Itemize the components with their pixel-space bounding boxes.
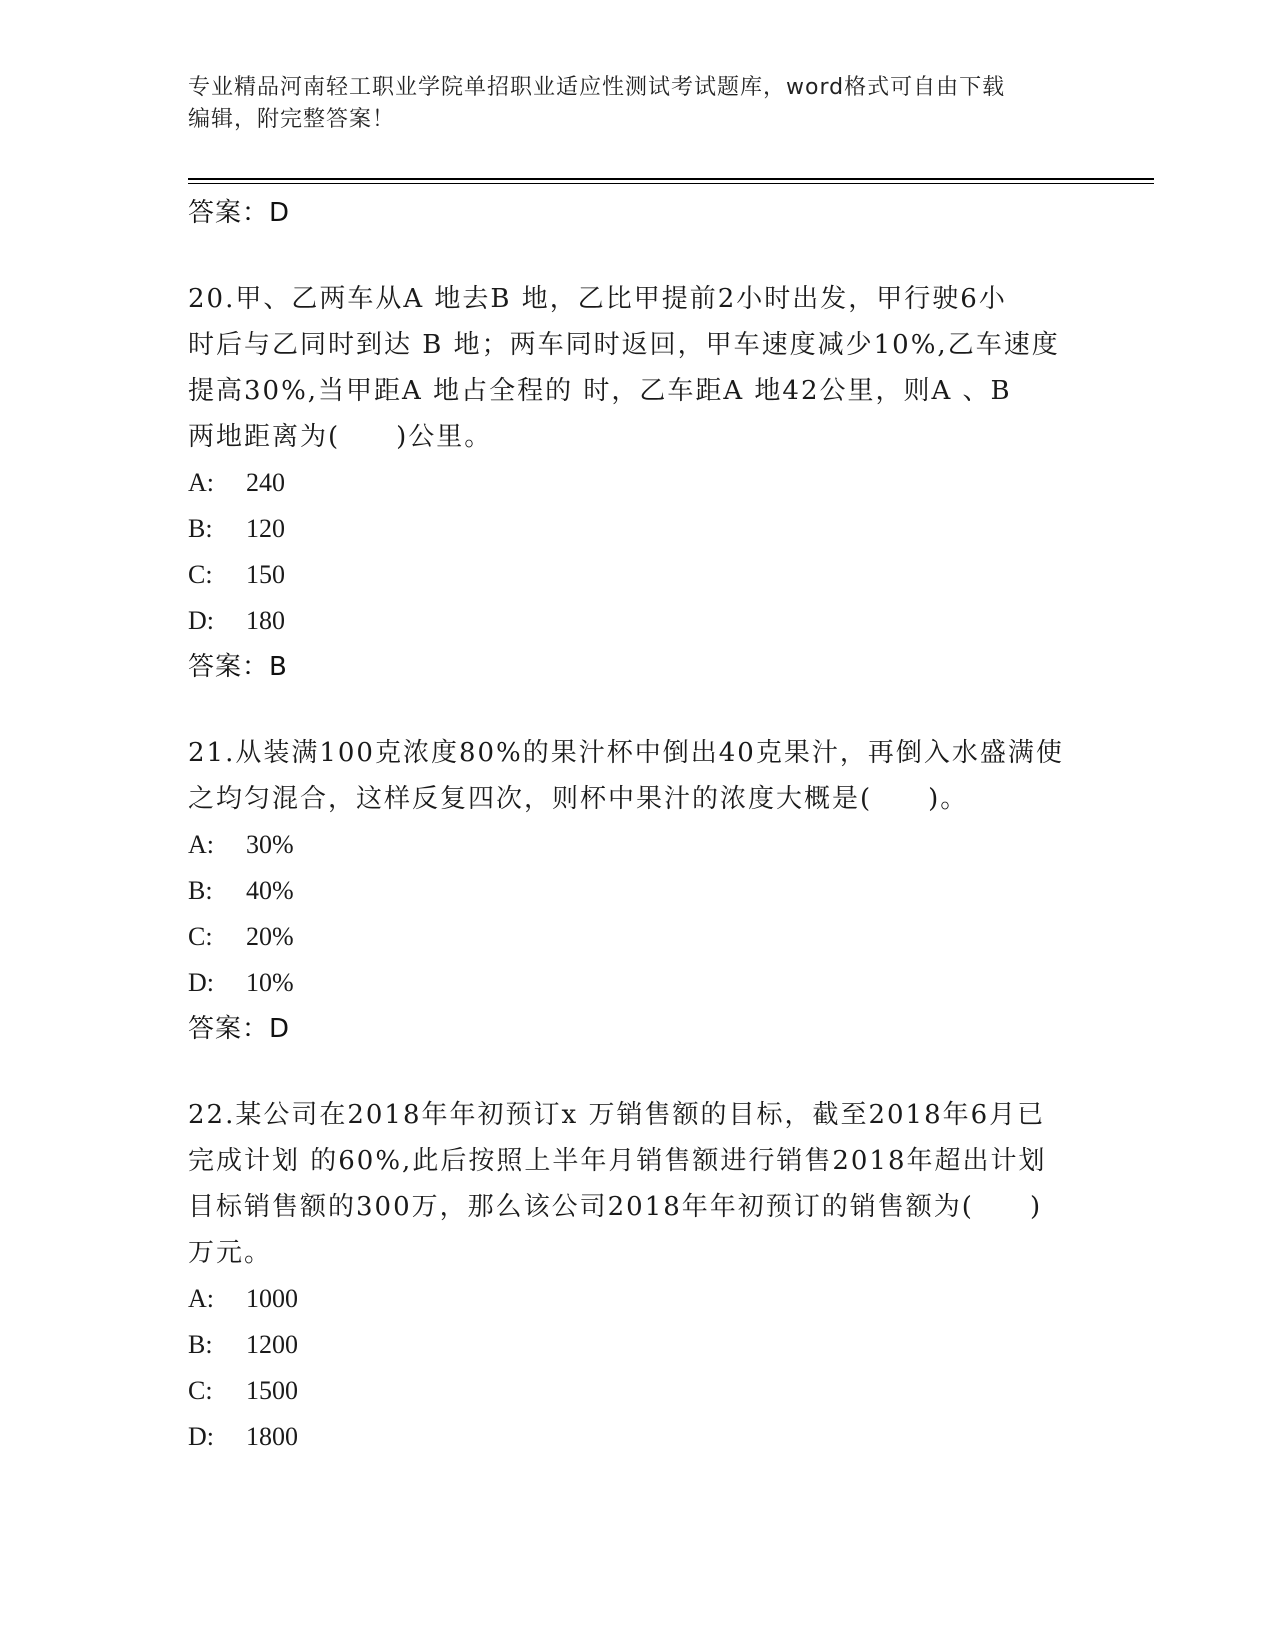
header-rule-thin [188,183,1154,184]
option-key: C: [188,1376,213,1405]
question-text [188,730,1088,822]
option-d [188,598,1088,644]
question-line: 时后与乙同时到达 B 地；两车同时返回，甲车速度减少10%,乙车速度 [188,330,1060,360]
header-rule-thick [188,178,1154,180]
option-value: 150 [246,560,285,589]
option-value: 240 [246,468,285,497]
question-line: 万元。 [188,1238,273,1268]
option-value: 1800 [246,1422,298,1451]
option-d [188,960,1088,1006]
option-value: 1000 [246,1284,298,1313]
option-value: 1200 [246,1330,298,1359]
option-a [188,822,1088,868]
question-line: 21.从装满100克浓度80%的果汁杯中倒出40克果汁，再倒入水盛满使 [188,738,1064,768]
option-key: C: [188,560,213,589]
previous-answer: 答案：D [188,198,291,228]
option-key: A: [188,830,214,859]
question-22 [188,1092,1088,1460]
question-text [188,276,1088,460]
option-value: 30% [246,830,294,859]
question-line: 目标销售额的300万，那么该公司2018年年初预订的销售额为( ) [188,1192,1043,1222]
option-value: 10% [246,968,294,997]
question-line: 提高30%,当甲距A 地占全程的 时，乙车距A 地42公里，则A 、B [188,376,1012,406]
answer: 答案：B [188,652,288,682]
page-header [188,72,1068,136]
question-line: 完成计划 的60%,此后按照上半年月销售额进行销售2018年超出计划 [188,1146,1047,1176]
page-content [188,188,1088,1460]
header-line-2: 编辑，附完整答案！ [188,107,396,132]
question-line: 两地距离为( )公里。 [188,422,493,452]
option-key: C: [188,922,213,951]
option-key: A: [188,468,214,497]
option-b [188,506,1088,552]
option-c [188,552,1088,598]
option-key: D: [188,1422,214,1451]
option-a [188,1276,1088,1322]
question-line: 之均匀混合，这样反复四次，则杯中果汁的浓度大概是( )。 [188,784,969,814]
option-b [188,868,1088,914]
question-20 [188,276,1088,690]
question-line: 20.甲、乙两车从A 地去B 地，乙比甲提前2小时出发，甲行驶6小 [188,284,1007,314]
option-value: 120 [246,514,285,543]
option-key: D: [188,606,214,635]
option-key: B: [188,514,213,543]
question-text [188,1092,1088,1276]
question-line: 22.某公司在2018年年初预订x 万销售额的目标，截至2018年6月已 [188,1100,1046,1130]
option-a [188,460,1088,506]
option-value: 1500 [246,1376,298,1405]
option-b [188,1322,1088,1368]
header-line-1: 专业精品河南轻工职业学院单招职业适应性测试考试题库，word格式可自由下载 [188,75,1006,100]
option-value: 180 [246,606,285,635]
option-key: B: [188,1330,213,1359]
answer: 答案：D [188,1014,291,1044]
option-value: 40% [246,876,294,905]
option-value: 20% [246,922,294,951]
option-key: D: [188,968,214,997]
option-c [188,1368,1088,1414]
option-key: A: [188,1284,214,1313]
option-key: B: [188,876,213,905]
option-c [188,914,1088,960]
question-21 [188,730,1088,1052]
option-d [188,1414,1088,1460]
